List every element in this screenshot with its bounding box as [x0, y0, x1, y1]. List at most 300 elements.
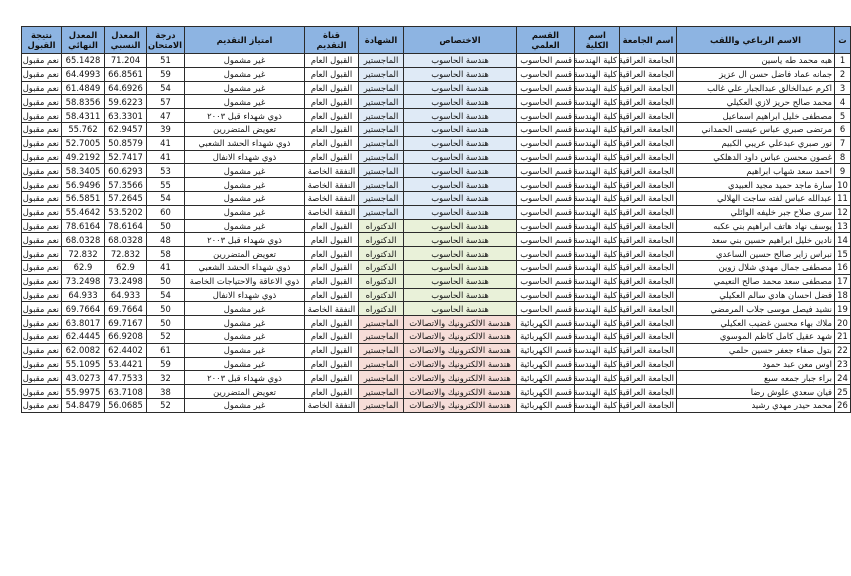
student-name: نور صبري عبدعلي عريبي الكبيم — [677, 136, 835, 150]
student-name: مرتضى صبري عباس عيسى الحمداني — [677, 122, 835, 136]
row-number: 8 — [835, 150, 851, 164]
specialization-cell: هندسة الحاسوب — [404, 219, 517, 233]
student-name: مصطفى خليل ابراهيم اسماعيل — [677, 109, 835, 123]
university-cell: الجامعة العراقية — [620, 54, 677, 68]
row-number: 23 — [835, 357, 851, 371]
channel-cell: النفقة الخاصة — [305, 178, 359, 192]
university-cell: الجامعة العراقية — [620, 247, 677, 261]
university-cell: الجامعة العراقية — [620, 164, 677, 178]
exam-score: 52 — [147, 398, 185, 412]
exam-score: 50 — [147, 219, 185, 233]
department-cell: قسم الحاسوب — [517, 233, 575, 247]
header-num: ت — [835, 27, 851, 54]
channel-cell: القبول العام — [305, 122, 359, 136]
student-name: نشيد فيصل موسى جلاب المرمضي — [677, 302, 835, 316]
specialization-cell: هندسة الالكترونيك والاتصالات — [404, 357, 517, 371]
table-row — [22, 302, 851, 316]
college-cell: كلية الهندسة — [575, 316, 620, 330]
student-name: محمد صالح حريز لازي العكيلي — [677, 95, 835, 109]
specialization-cell: هندسة الالكترونيك والاتصالات — [404, 329, 517, 343]
row-number: 7 — [835, 136, 851, 150]
exam-score: 53 — [147, 164, 185, 178]
specialization-cell: هندسة الالكترونيك والاتصالات — [404, 371, 517, 385]
exam-score: 39 — [147, 122, 185, 136]
degree-cell: الماجستير — [359, 54, 404, 68]
department-cell: قسم الحاسوب — [517, 164, 575, 178]
exam-score: 51 — [147, 54, 185, 68]
degree-cell: الماجستير — [359, 95, 404, 109]
final-average: 49.2192 — [62, 150, 105, 164]
final-average: 55.4642 — [62, 205, 105, 219]
college-cell: كلية الهندسة — [575, 247, 620, 261]
exam-score: 54 — [147, 81, 185, 95]
final-average: 58.3405 — [62, 164, 105, 178]
privilege-cell: غير مشمول — [185, 178, 305, 192]
department-cell: قسم الكهربائية — [517, 316, 575, 330]
degree-cell: الماجستير — [359, 371, 404, 385]
privilege-cell: غير مشمول — [185, 81, 305, 95]
admission-result: نعم مقبول — [22, 95, 62, 109]
degree-cell: الماجستير — [359, 316, 404, 330]
row-number: 21 — [835, 329, 851, 343]
final-average: 62.9 — [62, 260, 105, 274]
degree-cell: الماجستير — [359, 150, 404, 164]
relative-average: 57.2645 — [105, 191, 147, 205]
university-cell: الجامعة العراقية — [620, 316, 677, 330]
privilege-cell: غير مشمول — [185, 302, 305, 316]
college-cell: كلية الهندسة — [575, 109, 620, 123]
privilege-cell: تعويض المتضررين — [185, 122, 305, 136]
final-average: 56.9496 — [62, 178, 105, 192]
exam-score: 50 — [147, 302, 185, 316]
college-cell: كلية الهندسة — [575, 302, 620, 316]
student-name: نبراس زاير صالح حسين الساعدي — [677, 247, 835, 261]
privilege-cell: غير مشمول — [185, 329, 305, 343]
college-cell: كلية الهندسة — [575, 274, 620, 288]
exam-score: 61 — [147, 343, 185, 357]
department-cell: قسم الحاسوب — [517, 81, 575, 95]
channel-cell: القبول العام — [305, 109, 359, 123]
privilege-cell: غير مشمول — [185, 219, 305, 233]
degree-cell: الماجستير — [359, 178, 404, 192]
university-cell: الجامعة العراقية — [620, 95, 677, 109]
table-row — [22, 150, 851, 164]
channel-cell: النفقة الخاصة — [305, 205, 359, 219]
specialization-cell: هندسة الحاسوب — [404, 260, 517, 274]
privilege-cell: ذوي شهداء قبل ٢٠٠٣ — [185, 371, 305, 385]
student-name: غصون محسن عباس داود الدهلكي — [677, 150, 835, 164]
channel-cell: القبول العام — [305, 357, 359, 371]
specialization-cell: هندسة الحاسوب — [404, 67, 517, 81]
admission-result: نعم مقبول — [22, 205, 62, 219]
table-row — [22, 357, 851, 371]
final-average: 65.1428 — [62, 54, 105, 68]
final-average: 64.4993 — [62, 67, 105, 81]
table-row — [22, 260, 851, 274]
specialization-cell: هندسة الحاسوب — [404, 191, 517, 205]
relative-average: 71.204 — [105, 54, 147, 68]
privilege-cell: غير مشمول — [185, 191, 305, 205]
department-cell: قسم الحاسوب — [517, 191, 575, 205]
college-cell: كلية الهندسة — [575, 385, 620, 399]
relative-average: 68.0328 — [105, 233, 147, 247]
specialization-cell: هندسة الحاسوب — [404, 150, 517, 164]
degree-cell: الماجستير — [359, 398, 404, 412]
exam-score: 32 — [147, 371, 185, 385]
specialization-cell: هندسة الحاسوب — [404, 95, 517, 109]
row-number: 2 — [835, 67, 851, 81]
university-cell: الجامعة العراقية — [620, 122, 677, 136]
college-cell: كلية الهندسة — [575, 67, 620, 81]
relative-average: 52.7417 — [105, 150, 147, 164]
degree-cell: الماجستير — [359, 136, 404, 150]
channel-cell: النفقة الخاصة — [305, 191, 359, 205]
channel-cell: القبول العام — [305, 343, 359, 357]
student-name: احمد سعد شهاب ابراهيم — [677, 164, 835, 178]
table-row — [22, 164, 851, 178]
row-number: 11 — [835, 191, 851, 205]
table-row — [22, 371, 851, 385]
row-number: 25 — [835, 385, 851, 399]
specialization-cell: هندسة الحاسوب — [404, 122, 517, 136]
privilege-cell: غير مشمول — [185, 357, 305, 371]
relative-average: 62.9 — [105, 260, 147, 274]
exam-score: 52 — [147, 329, 185, 343]
department-cell: قسم الحاسوب — [517, 150, 575, 164]
exam-score: 41 — [147, 260, 185, 274]
table-row — [22, 95, 851, 109]
channel-cell: القبول العام — [305, 95, 359, 109]
channel-cell: النفقة الخاصة — [305, 398, 359, 412]
row-number: 14 — [835, 233, 851, 247]
privilege-cell: ذوي شهداء الحشد الشعبي — [185, 260, 305, 274]
department-cell: قسم الحاسوب — [517, 109, 575, 123]
final-average: 55.1095 — [62, 357, 105, 371]
channel-cell: القبول العام — [305, 54, 359, 68]
exam-score: 41 — [147, 150, 185, 164]
privilege-cell: غير مشمول — [185, 95, 305, 109]
university-cell: الجامعة العراقية — [620, 150, 677, 164]
specialization-cell: هندسة الحاسوب — [404, 302, 517, 316]
degree-cell: الماجستير — [359, 329, 404, 343]
row-number: 22 — [835, 343, 851, 357]
table-row — [22, 343, 851, 357]
header-university: اسم الجامعة — [620, 27, 677, 54]
college-cell: كلية الهندسة — [575, 191, 620, 205]
row-number: 12 — [835, 205, 851, 219]
table-row — [22, 122, 851, 136]
channel-cell: القبول العام — [305, 81, 359, 95]
exam-score: 59 — [147, 67, 185, 81]
student-name: يوسف نهاد هاتف ابراهيم بني عكبه — [677, 219, 835, 233]
final-average: 62.4445 — [62, 329, 105, 343]
department-cell: قسم الكهربائية — [517, 329, 575, 343]
college-cell: كلية الهندسة — [575, 205, 620, 219]
specialization-cell: هندسة الحاسوب — [404, 247, 517, 261]
table-row — [22, 67, 851, 81]
department-cell: قسم الحاسوب — [517, 54, 575, 68]
admission-result: نعم مقبول — [22, 150, 62, 164]
channel-cell: النفقة الخاصة — [305, 164, 359, 178]
final-average: 63.8017 — [62, 316, 105, 330]
table-row — [22, 247, 851, 261]
admission-result: نعم مقبول — [22, 109, 62, 123]
specialization-cell: هندسة الالكترونيك والاتصالات — [404, 398, 517, 412]
privilege-cell: ذوي الاعاقة والاحتياجات الخاصة — [185, 274, 305, 288]
final-average: 58.8356 — [62, 95, 105, 109]
channel-cell: القبول العام — [305, 136, 359, 150]
department-cell: قسم الحاسوب — [517, 136, 575, 150]
privilege-cell: تعويض المتضررين — [185, 385, 305, 399]
final-average: 58.4311 — [62, 109, 105, 123]
relative-average: 53.4421 — [105, 357, 147, 371]
privilege-cell: غير مشمول — [185, 316, 305, 330]
final-average: 62.0082 — [62, 343, 105, 357]
department-cell: قسم الحاسوب — [517, 178, 575, 192]
row-number: 24 — [835, 371, 851, 385]
degree-cell: الماجستير — [359, 109, 404, 123]
department-cell: قسم الحاسوب — [517, 247, 575, 261]
channel-cell: القبول العام — [305, 288, 359, 302]
table-row — [22, 288, 851, 302]
row-number: 16 — [835, 260, 851, 274]
exam-score: 47 — [147, 109, 185, 123]
final-average: 78.6164 — [62, 219, 105, 233]
university-cell: الجامعة العراقية — [620, 178, 677, 192]
admission-result: نعم مقبول — [22, 260, 62, 274]
privilege-cell: غير مشمول — [185, 54, 305, 68]
specialization-cell: هندسة الالكترونيك والاتصالات — [404, 343, 517, 357]
college-cell: كلية الهندسة — [575, 233, 620, 247]
university-cell: الجامعة العراقية — [620, 385, 677, 399]
college-cell: كلية الهندسة — [575, 288, 620, 302]
row-number: 17 — [835, 274, 851, 288]
student-name: جمانه عماد فاضل حسن ال عزيز — [677, 67, 835, 81]
header-row — [22, 27, 851, 54]
table-row — [22, 205, 851, 219]
table-row — [22, 398, 851, 412]
admission-result: نعم مقبول — [22, 122, 62, 136]
university-cell: الجامعة العراقية — [620, 343, 677, 357]
specialization-cell: هندسة الحاسوب — [404, 164, 517, 178]
table-row — [22, 219, 851, 233]
exam-score: 41 — [147, 136, 185, 150]
final-average: 64.933 — [62, 288, 105, 302]
admission-result: نعم مقبول — [22, 302, 62, 316]
university-cell: الجامعة العراقية — [620, 205, 677, 219]
table-row — [22, 316, 851, 330]
final-average: 72.832 — [62, 247, 105, 261]
final-average: 73.2498 — [62, 274, 105, 288]
degree-cell: الدكتوراه — [359, 219, 404, 233]
relative-average: 63.7108 — [105, 385, 147, 399]
university-cell: الجامعة العراقية — [620, 357, 677, 371]
relative-average: 56.0685 — [105, 398, 147, 412]
relative-average: 53.5202 — [105, 205, 147, 219]
row-number: 10 — [835, 178, 851, 192]
degree-cell: الماجستير — [359, 67, 404, 81]
table-row — [22, 329, 851, 343]
relative-average: 69.7167 — [105, 316, 147, 330]
admission-result: نعم مقبول — [22, 398, 62, 412]
row-number: 18 — [835, 288, 851, 302]
student-name: سرى صلاح جبر خليفه الوائلي — [677, 205, 835, 219]
university-cell: الجامعة العراقية — [620, 260, 677, 274]
university-cell: الجامعة العراقية — [620, 329, 677, 343]
final-average: 43.0273 — [62, 371, 105, 385]
degree-cell: الدكتوراه — [359, 302, 404, 316]
row-number: 1 — [835, 54, 851, 68]
table-row — [22, 136, 851, 150]
department-cell: قسم الكهربائية — [517, 343, 575, 357]
channel-cell: القبول العام — [305, 316, 359, 330]
channel-cell: القبول العام — [305, 385, 359, 399]
relative-average: 59.6223 — [105, 95, 147, 109]
table-row — [22, 81, 851, 95]
admission-result: نعم مقبول — [22, 288, 62, 302]
table-row — [22, 178, 851, 192]
relative-average: 64.933 — [105, 288, 147, 302]
admission-result: نعم مقبول — [22, 371, 62, 385]
row-number: 15 — [835, 247, 851, 261]
relative-average: 73.2498 — [105, 274, 147, 288]
university-cell: الجامعة العراقية — [620, 274, 677, 288]
table-row — [22, 54, 851, 68]
specialization-cell: هندسة الحاسوب — [404, 81, 517, 95]
college-cell: كلية الهندسة — [575, 150, 620, 164]
college-cell: كلية الهندسة — [575, 398, 620, 412]
row-number: 26 — [835, 398, 851, 412]
university-cell: الجامعة العراقية — [620, 398, 677, 412]
privilege-cell: غير مشمول — [185, 205, 305, 219]
degree-cell: الدكتوراه — [359, 247, 404, 261]
relative-average: 50.8579 — [105, 136, 147, 150]
exam-score: 55 — [147, 178, 185, 192]
channel-cell: القبول العام — [305, 260, 359, 274]
student-name: شهد عقيل كامل كاظم الموسوي — [677, 329, 835, 343]
university-cell: الجامعة العراقية — [620, 233, 677, 247]
college-cell: كلية الهندسة — [575, 81, 620, 95]
degree-cell: الماجستير — [359, 122, 404, 136]
student-name: اكرم عبدالخالق عبدالجبار علي غالب — [677, 81, 835, 95]
admission-result: نعم مقبول — [22, 178, 62, 192]
header-relative: المعدل النسبي — [105, 27, 147, 54]
header-name: الاسم الرباعي واللقب — [677, 27, 835, 54]
admission-result: نعم مقبول — [22, 81, 62, 95]
degree-cell: الماجستير — [359, 357, 404, 371]
table-row — [22, 385, 851, 399]
exam-score: 60 — [147, 205, 185, 219]
student-name: نادين خليل ابراهيم حسين بني سعد — [677, 233, 835, 247]
degree-cell: الماجستير — [359, 343, 404, 357]
row-number: 9 — [835, 164, 851, 178]
specialization-cell: هندسة الالكترونيك والاتصالات — [404, 316, 517, 330]
college-cell: كلية الهندسة — [575, 260, 620, 274]
department-cell: قسم الحاسوب — [517, 205, 575, 219]
header-specialization: الاختصاص — [404, 27, 517, 54]
header-result: نتيجة القبول — [22, 27, 62, 54]
exam-score: 57 — [147, 95, 185, 109]
college-cell: كلية الهندسة — [575, 136, 620, 150]
header-exam: درجة الامتحان — [147, 27, 185, 54]
admission-result: نعم مقبول — [22, 67, 62, 81]
university-cell: الجامعة العراقية — [620, 219, 677, 233]
exam-score: 58 — [147, 247, 185, 261]
department-cell: قسم الحاسوب — [517, 95, 575, 109]
exam-score: 54 — [147, 191, 185, 205]
row-number: 4 — [835, 95, 851, 109]
university-cell: الجامعة العراقية — [620, 109, 677, 123]
degree-cell: الماجستير — [359, 385, 404, 399]
degree-cell: الدكتوراه — [359, 233, 404, 247]
final-average: 55.762 — [62, 122, 105, 136]
admission-result: نعم مقبول — [22, 357, 62, 371]
college-cell: كلية الهندسة — [575, 343, 620, 357]
college-cell: كلية الهندسة — [575, 357, 620, 371]
final-average: 55.9975 — [62, 385, 105, 399]
row-number: 3 — [835, 81, 851, 95]
relative-average: 78.6164 — [105, 219, 147, 233]
college-cell: كلية الهندسة — [575, 164, 620, 178]
college-cell: كلية الهندسة — [575, 95, 620, 109]
final-average: 69.7664 — [62, 302, 105, 316]
department-cell: قسم الحاسوب — [517, 122, 575, 136]
channel-cell: القبول العام — [305, 150, 359, 164]
department-cell: قسم الحاسوب — [517, 302, 575, 316]
channel-cell: القبول العام — [305, 371, 359, 385]
admission-result: نعم مقبول — [22, 191, 62, 205]
header-privilege: امتياز التقديم — [185, 27, 305, 54]
admission-result: نعم مقبول — [22, 385, 62, 399]
relative-average: 64.6926 — [105, 81, 147, 95]
specialization-cell: هندسة الحاسوب — [404, 178, 517, 192]
student-name: مصطفى جمال مهدي شلال زوين — [677, 260, 835, 274]
specialization-cell: هندسة الحاسوب — [404, 274, 517, 288]
college-cell: كلية الهندسة — [575, 122, 620, 136]
university-cell: الجامعة العراقية — [620, 136, 677, 150]
row-number: 20 — [835, 316, 851, 330]
department-cell: قسم الكهربائية — [517, 357, 575, 371]
privilege-cell: ذوي شهداء قبل ٢٠٠٣ — [185, 233, 305, 247]
admission-result: نعم مقبول — [22, 219, 62, 233]
student-name: سارة ماجد حميد مجيد العبيدي — [677, 178, 835, 192]
exam-score: 50 — [147, 274, 185, 288]
row-number: 19 — [835, 302, 851, 316]
final-average: 52.7005 — [62, 136, 105, 150]
header-college: اسم الكلية — [575, 27, 620, 54]
final-average: 56.5851 — [62, 191, 105, 205]
student-name: عبدالله عباس لفته ساجت الهلالي — [677, 191, 835, 205]
degree-cell: الدكتوراه — [359, 288, 404, 302]
specialization-cell: هندسة الحاسوب — [404, 109, 517, 123]
relative-average: 62.9457 — [105, 122, 147, 136]
degree-cell: الماجستير — [359, 205, 404, 219]
university-cell: الجامعة العراقية — [620, 302, 677, 316]
student-name: بتول صفاء جعفر حسين حلمي — [677, 343, 835, 357]
university-cell: الجامعة العراقية — [620, 67, 677, 81]
relative-average: 62.4402 — [105, 343, 147, 357]
table-row — [22, 233, 851, 247]
college-cell: كلية الهندسة — [575, 329, 620, 343]
exam-score: 38 — [147, 385, 185, 399]
college-cell: كلية الهندسة — [575, 178, 620, 192]
relative-average: 47.7533 — [105, 371, 147, 385]
privilege-cell: ذوي شهداء قبل ٢٠٠٣ — [185, 109, 305, 123]
department-cell: قسم الحاسوب — [517, 67, 575, 81]
privilege-cell: غير مشمول — [185, 164, 305, 178]
university-cell: الجامعة العراقية — [620, 81, 677, 95]
privilege-cell: ذوي شهداء الحشد الشعبي — [185, 136, 305, 150]
